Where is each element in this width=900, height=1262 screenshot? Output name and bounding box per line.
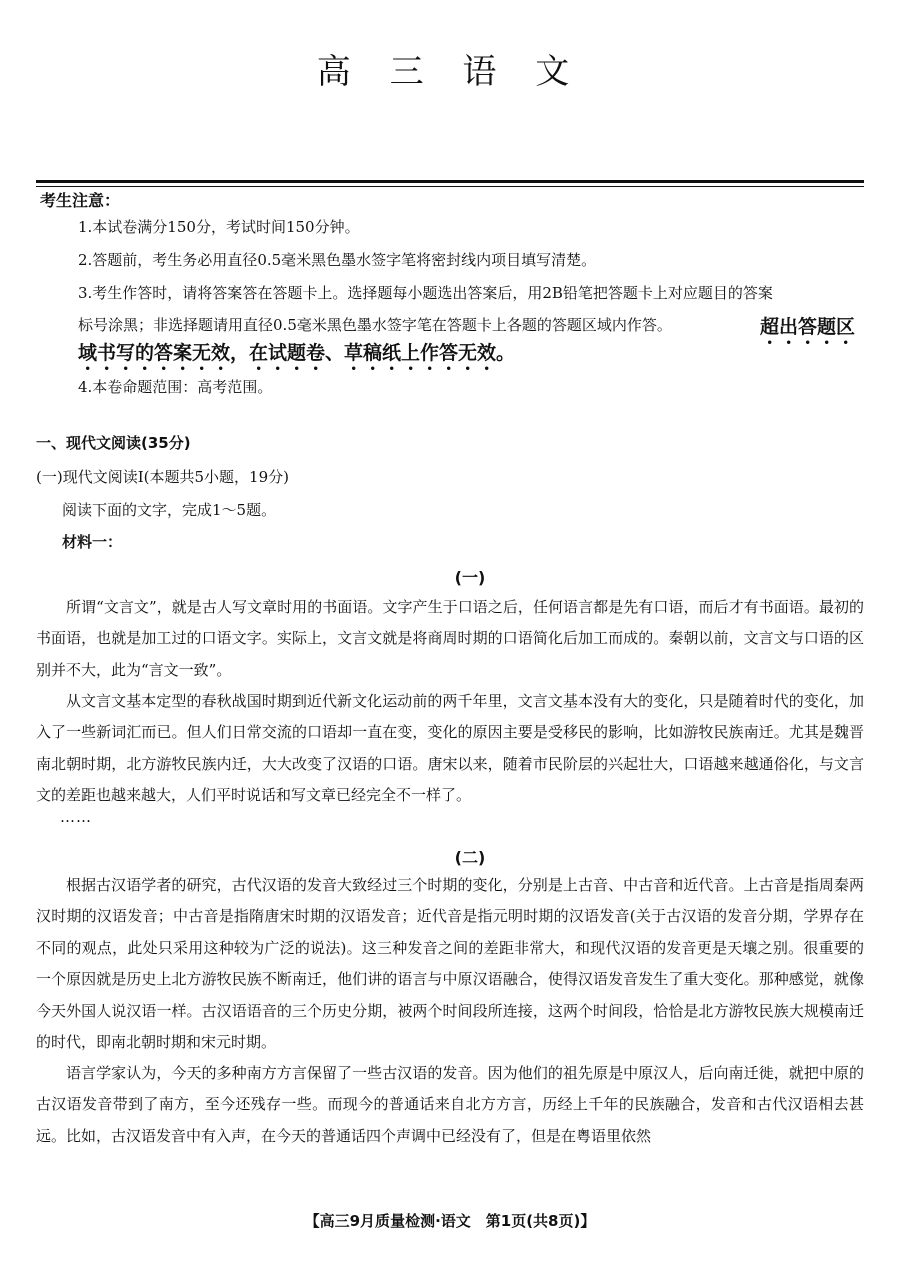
sub-section-heading: (一)现代文阅读Ⅰ(本题共5小题，19分): [36, 468, 289, 486]
header-divider-thin: [36, 186, 864, 187]
ellipsis: ……: [60, 808, 92, 826]
page-footer: 【高三9月质量检测·语文 第1页(共8页)】: [304, 1212, 596, 1230]
paragraph: 从文言文基本定型的春秋战国时期到近代新文化运动前的两千年里，文言文基本没有大的变化，只是随着时代的变化，加入了一些新词汇而已。但人们日常交流的口语却一直在变，变化的原因主要是受移民的影响，比如游牧民族南迁。尤其是魏晋南北朝时期，北方游牧民族内迁，大大改变了汉语的口语。唐宋以来，随着市民阶层的兴起壮大，口语越来越通俗化，与文言文的差距也越来越大，人们平时说话和写文章已经完全不一样了。: [36, 692, 864, 805]
material-label: 材料一：: [62, 533, 123, 551]
notice-emphasis-tail: 超出答题区: [760, 316, 856, 338]
section-heading: 一、现代文阅读(35分): [36, 434, 191, 452]
page-title: 高 三 语 文: [316, 52, 584, 92]
header-divider: [36, 180, 864, 183]
notice-item-2: 2.答题前，考生务必用直径0.5毫米黑色墨水签字笔将密封线内项目填写清楚。: [78, 251, 597, 269]
notice-item-1: 1.本试卷满分150分，考试时间150分钟。: [78, 218, 360, 236]
notice-heading: 考生注意：: [40, 191, 121, 210]
part-label-2: (二): [454, 848, 486, 867]
paragraph: 根据古汉语学者的研究，古代汉语的发音大致经过三个时期的变化，分别是上古音、中古音和近代音。上古音是指周秦两汉时期的汉语发音；中古音是指隋唐宋时期的汉语发音；近代音是指元明时期的汉语发音(关于古汉语的发音分期，学界存在不同的观点，此处只采用这种较为广泛的说法)。这三种发音之间的差距非常大，和现代汉语的发音更是天壤之别。很重要的一个原因就是历史上北方游牧民族不断南迁，他们讲的语言与中原汉语融合，使得汉语发音发生了重大变化。那种感觉，就像今天外国人说汉语一样。古汉语语音的三个历史分期，被两个时间段所连接，这两个时间段，恰恰是北方游牧民族大规模南迁的时代，即南北朝时期和宋元时期。: [36, 876, 864, 1052]
reading-instruction: 阅读下面的文字，完成1～5题。: [62, 501, 277, 519]
part-label-1: (一): [454, 568, 486, 587]
notice-item-4: 4.本卷命题范围：高考范围。: [78, 378, 273, 396]
paragraph: 语言学家认为，今天的多种南方方言保留了一些古汉语的发音。因为他们的祖先原是中原汉人，后向南迁徙，就把中原的古汉语发音带到了南方，至今还残存一些。而现今的普通话来自北方方言，历经上千年的民族融合，发音和古代汉语相去甚远。比如，古汉语发音中有入声，在今天的普通话四个声调中已经没有了，但是在粤语里依然: [36, 1064, 864, 1145]
notice-item-3: 3.考生作答时，请将答案答在答题卡上。选择题每小题选出答案后，用2B铅笔把答题卡上对应题目的答案: [78, 284, 773, 302]
notice-item-3-line-2: 标号涂黑；非选择题请用直径0.5毫米黑色墨水签字笔在答题卡上各题的答题区域内作答。: [78, 316, 672, 334]
paragraph: 所谓“文言文”，就是古人写文章时用的书面语。文字产生于口语之后，任何语言都是先有口语，而后才有书面语。最初的书面语，也就是加工过的口语文字。实际上，文言文就是将商周时期的口语简化后加工而成的。秦朝以前，文言文与口语的区别并不大，此为“言文一致”。: [36, 598, 864, 679]
notice-emphasis-line: 域书写的答案无效，在试题卷、草稿纸上作答无效。: [78, 342, 516, 364]
